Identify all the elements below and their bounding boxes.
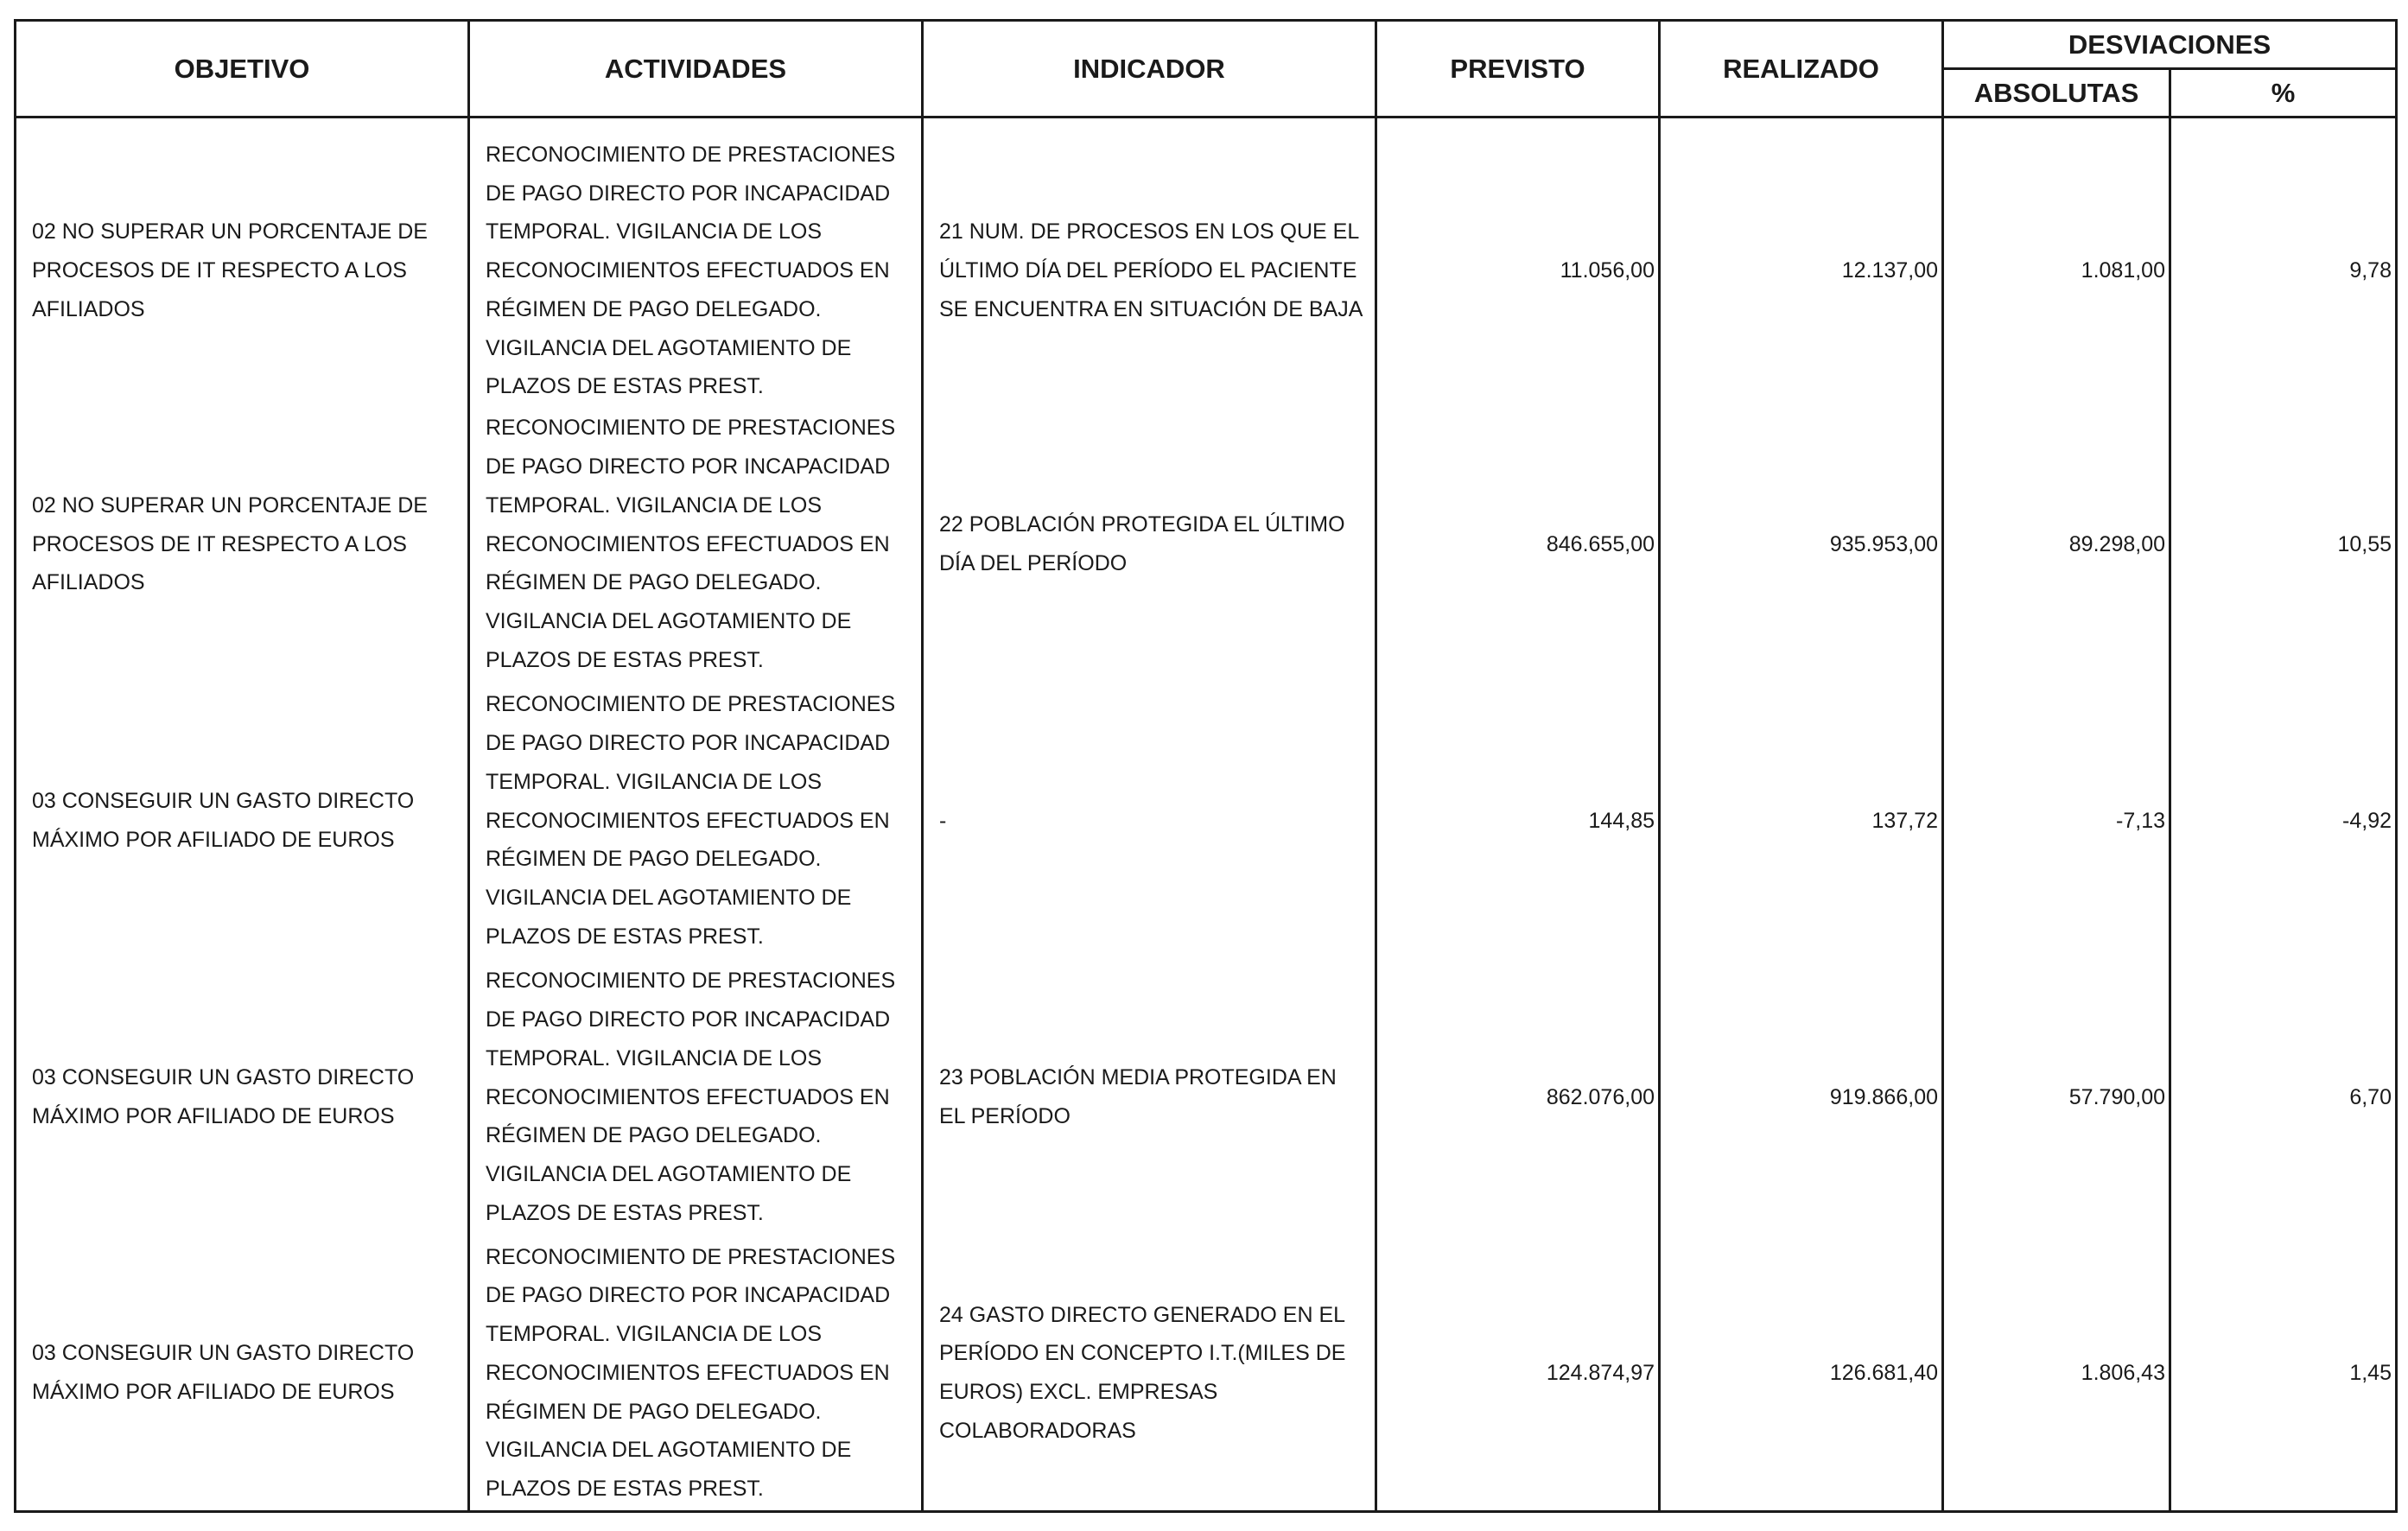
cell-objetivo: 02 NO SUPERAR UN PORCENTAJE DE PROCESOS DE IT RESPECTO A LOS AFILIADOS bbox=[16, 118, 469, 406]
cell-porcentaje: 6,70 bbox=[2170, 959, 2397, 1236]
header-actividades: ACTIVIDADES bbox=[469, 21, 923, 118]
cell-previsto: 862.076,00 bbox=[1376, 959, 1660, 1236]
table-row bbox=[16, 118, 2397, 406]
cell-actividades: RECONOCIMIENTO DE PRESTACIONES DE PAGO DIRECTO POR INCAPACIDAD TEMPORAL. VIGILANCIA DE LOS RECONOCIMIENTOS EFECTUADOS EN RÉGIMEN DE PAGO DELEGADO. VIGILANCIA DEL AGOTAMIENTO DE PLAZOS DE ESTAS PREST. bbox=[469, 1236, 923, 1512]
cell-previsto: 846.655,00 bbox=[1376, 406, 1660, 683]
header-previsto: PREVISTO bbox=[1376, 21, 1660, 118]
header-indicador: INDICADOR bbox=[923, 21, 1376, 118]
cell-realizado: 919.866,00 bbox=[1660, 959, 1943, 1236]
cell-porcentaje: -4,92 bbox=[2170, 683, 2397, 959]
cell-indicador: - bbox=[923, 683, 1376, 959]
cell-realizado: 935.953,00 bbox=[1660, 406, 1943, 683]
cell-indicador: 22 POBLACIÓN PROTEGIDA EL ÚLTIMO DÍA DEL PERÍODO bbox=[923, 406, 1376, 683]
cell-objetivo: 03 CONSEGUIR UN GASTO DIRECTO MÁXIMO POR AFILIADO DE EUROS bbox=[16, 1236, 469, 1512]
cell-actividades: RECONOCIMIENTO DE PRESTACIONES DE PAGO DIRECTO POR INCAPACIDAD TEMPORAL. VIGILANCIA DE LOS RECONOCIMIENTOS EFECTUADOS EN RÉGIMEN DE PAGO DELEGADO. VIGILANCIA DEL AGOTAMIENTO DE PLAZOS DE ESTAS PREST. bbox=[469, 959, 923, 1236]
cell-realizado: 126.681,40 bbox=[1660, 1236, 1943, 1512]
header-realizado: REALIZADO bbox=[1660, 21, 1943, 118]
header-desviaciones: DESVIACIONES bbox=[1943, 21, 2397, 69]
cell-realizado: 137,72 bbox=[1660, 683, 1943, 959]
cell-previsto: 11.056,00 bbox=[1376, 118, 1660, 406]
cell-porcentaje: 1,45 bbox=[2170, 1236, 2397, 1512]
table-row bbox=[16, 1236, 2397, 1512]
cell-absolutas: 1.806,43 bbox=[1943, 1236, 2170, 1512]
cell-actividades: RECONOCIMIENTO DE PRESTACIONES DE PAGO DIRECTO POR INCAPACIDAD TEMPORAL. VIGILANCIA DE LOS RECONOCIMIENTOS EFECTUADOS EN RÉGIMEN DE PAGO DELEGADO. VIGILANCIA DEL AGOTAMIENTO DE PLAZOS DE ESTAS PREST. bbox=[469, 683, 923, 959]
header-absolutas: ABSOLUTAS bbox=[1943, 69, 2170, 118]
cell-objetivo: 03 CONSEGUIR UN GASTO DIRECTO MÁXIMO POR AFILIADO DE EUROS bbox=[16, 683, 469, 959]
header-porcentaje: % bbox=[2170, 69, 2397, 118]
cell-indicador: 21 NUM. DE PROCESOS EN LOS QUE EL ÚLTIMO DÍA DEL PERÍODO EL PACIENTE SE ENCUENTRA EN SITUACIÓN DE BAJA bbox=[923, 118, 1376, 406]
cell-absolutas: 57.790,00 bbox=[1943, 959, 2170, 1236]
cell-porcentaje: 9,78 bbox=[2170, 118, 2397, 406]
cell-previsto: 144,85 bbox=[1376, 683, 1660, 959]
cell-objetivo: 02 NO SUPERAR UN PORCENTAJE DE PROCESOS DE IT RESPECTO A LOS AFILIADOS bbox=[16, 406, 469, 683]
cell-actividades: RECONOCIMIENTO DE PRESTACIONES DE PAGO DIRECTO POR INCAPACIDAD TEMPORAL. VIGILANCIA DE LOS RECONOCIMIENTOS EFECTUADOS EN RÉGIMEN DE PAGO DELEGADO. VIGILANCIA DEL AGOTAMIENTO DE PLAZOS DE ESTAS PREST. bbox=[469, 406, 923, 683]
table-row bbox=[16, 959, 2397, 1236]
cell-absolutas: 89.298,00 bbox=[1943, 406, 2170, 683]
table-row bbox=[16, 406, 2397, 683]
cell-porcentaje: 10,55 bbox=[2170, 406, 2397, 683]
indicators-table bbox=[14, 19, 2398, 1513]
cell-realizado: 12.137,00 bbox=[1660, 118, 1943, 406]
cell-indicador: 24 GASTO DIRECTO GENERADO EN EL PERÍODO EN CONCEPTO I.T.(MILES DE EUROS) EXCL. EMPRESAS COLABORADORAS bbox=[923, 1236, 1376, 1512]
cell-actividades: RECONOCIMIENTO DE PRESTACIONES DE PAGO DIRECTO POR INCAPACIDAD TEMPORAL. VIGILANCIA DE LOS RECONOCIMIENTOS EFECTUADOS EN RÉGIMEN DE PAGO DELEGADO. VIGILANCIA DEL AGOTAMIENTO DE PLAZOS DE ESTAS PREST. bbox=[469, 118, 923, 406]
table-row bbox=[16, 683, 2397, 959]
cell-indicador: 23 POBLACIÓN MEDIA PROTEGIDA EN EL PERÍODO bbox=[923, 959, 1376, 1236]
header-objetivo: OBJETIVO bbox=[16, 21, 469, 118]
cell-objetivo: 03 CONSEGUIR UN GASTO DIRECTO MÁXIMO POR AFILIADO DE EUROS bbox=[16, 959, 469, 1236]
cell-absolutas: -7,13 bbox=[1943, 683, 2170, 959]
header-row-top bbox=[16, 21, 2397, 69]
cell-previsto: 124.874,97 bbox=[1376, 1236, 1660, 1512]
cell-absolutas: 1.081,00 bbox=[1943, 118, 2170, 406]
